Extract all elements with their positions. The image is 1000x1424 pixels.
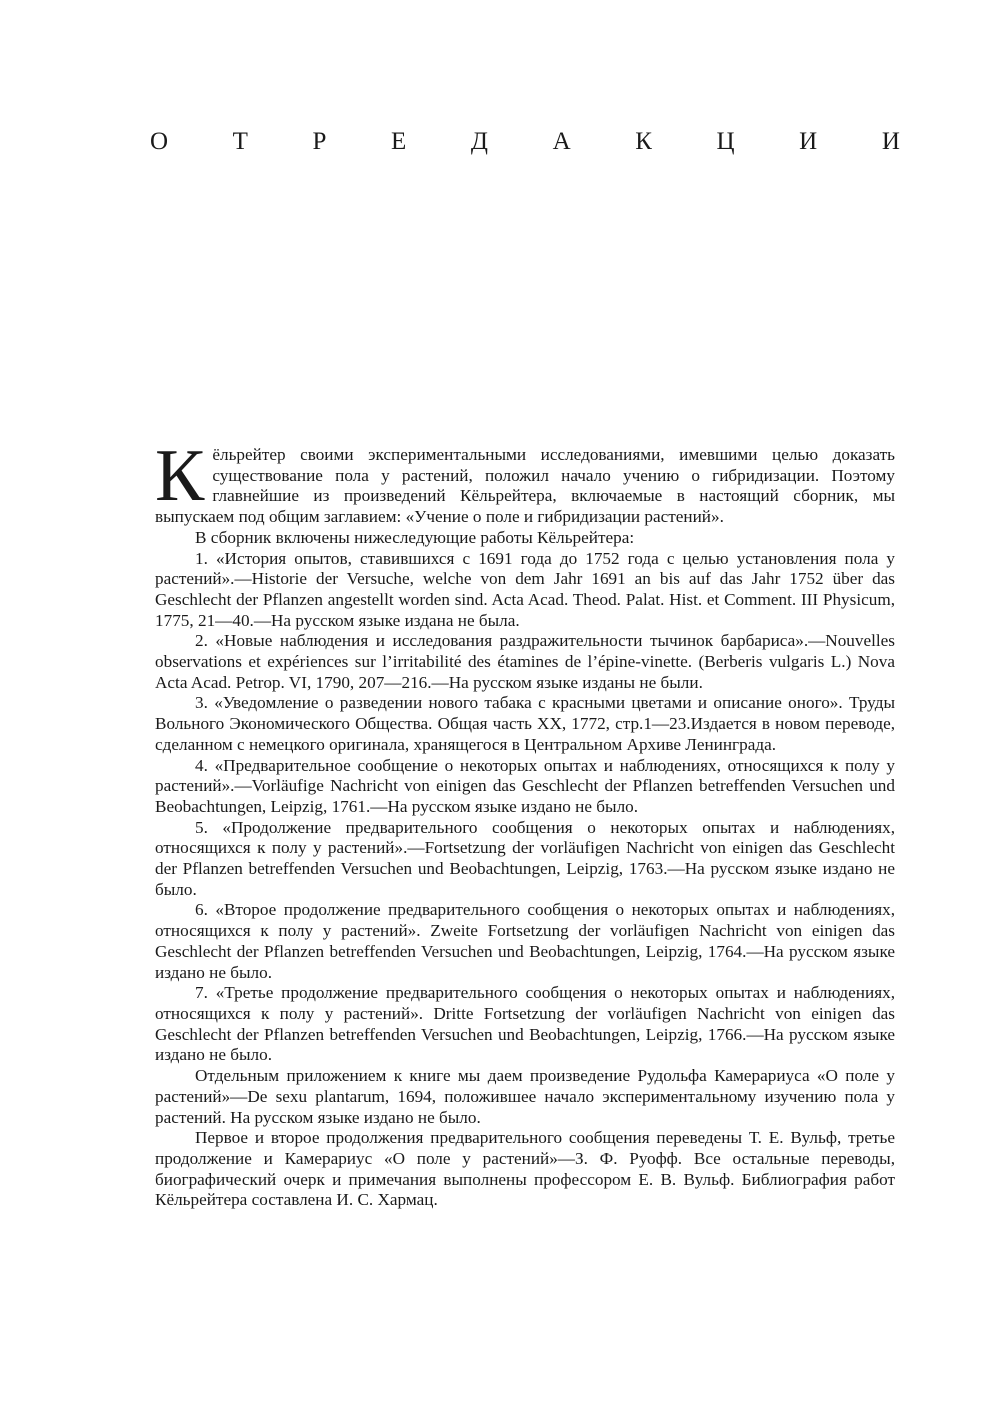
work-item-4: 4. «Предварительное сообщение о некоторых опытах и наблюдениях, относящихся к полу у растений».—Vorläufige Nachricht von einigen das Geschlecht der Pflanzen betreffenden Versuchen und Beobachtungen, Leipzig, 1761.—На русском языке издано не было. [155,755,895,816]
intro-paragraph [155,435,895,528]
title-letter: Р [312,128,327,155]
title-letter: К [635,128,652,155]
work-item-7: 7. «Третье продолжение предварительного сообщения о некоторых опытах и наблюдениях, относящихся к полу у растений». Dritte Fortsetzung der vorläufigen Nachricht von einigen das Geschlecht der Pflanzen betreffenden Versuchen und Beobachtungen, Leipzig, 1766.—На русском языке издано не было. [155,983,895,1065]
work-item-1: 1. «История опытов, ставившихся с 1691 года до 1752 года с целью установления пола у растений».—Historie der Versuche, welche von dem Jahr 1691 an bis auf das Jahr 1752 über das Geschlecht der Pflanzen angestellt worden sind. Acta Acad. Theod. Palat. Hist. et Comment. III Physicum, 1775, 21—40.—На русском языке издана не была. [155,548,895,630]
title-letter: Д [470,128,488,155]
title-letter: Е [391,128,407,155]
title-letter: А [552,128,571,155]
intro-text: ёльрейтер своими экспериментальными исследованиями, имевшими целью доказать существование пола у растений, положил начало учению о гибридизации. Поэтому главнейшие из произведений Кёльрейтера, включаемые в настоящий сборник, мы выпускаем под общим заглавием: «Учение о поле и гибридизации растений». [155,445,895,527]
work-item-5: 5. «Продолжение предварительного сообщения о некоторых опытах и наблюдениях, относящихся к полу у растений».—Fortsetzung der vorläufigen Nachricht von einigen das Geschlecht der Pflanzen betreffenden Versuchen und Beobachtungen, Leipzig, 1763.—На русском языке издано не было. [155,817,895,899]
credits-paragraph: Первое и второе продолжения предварительного сообщения переведены Т. Е. Вульф, третье продолжение и Камерариус «О поле у растений»—З. Ф. Руофф. Все остальные переводы, биографический очерк и примечания выполнены профессором Е. В. Вульф. Библиография работ Кёльрейтера составлена И. С. Хармац. [155,1128,895,1210]
title-letter: И [799,128,818,155]
title-letter: И [881,128,900,155]
work-item-3: 3. «Уведомление о разведении нового табака с красными цветами и описание оного». Труды Вольного Экономического Общества. Общая часть XX, 1772, стр.1—23.Издается в новом переводе, сделанном с немецкого оригинала, хранящегося в Центральном Архиве Ленинграда. [155,693,895,754]
work-item-6: 6. «Второе продолжение предварительного сообщения о некоторых опытах и наблюдениях, относящихся к полу у растений». Zweite Fortsetzung der vorläufigen Nachricht von einigen das Geschlecht der Pflanzen betreffenden Versuchen und Beobachtungen, Leipzig, 1764.—На русском языке издано не было. [155,900,895,982]
drop-cap: К [155,435,205,517]
title-letter: Ц [716,128,735,155]
title-letter: О [150,128,169,155]
title-letter: Т [232,128,248,155]
body-text [155,435,895,1211]
contents-intro: В сборник включены нижеследующие работы Кёльрейтера: [195,527,635,547]
page-title [150,128,900,156]
appendix-paragraph: Отдельным приложением к книге мы даем произведение Рудольфа Камерариуса «О поле у растений»—De sexu plantarum, 1694, положившее начало экспериментальному изучению пола у растений. На русском языке издано не было. [155,1066,895,1127]
work-item-2: 2. «Новые наблюдения и исследования раздражительности тычинок барбариса».—Nouvelles observations et expériences sur l’irritabilité des étamines de l’épine-vinette. (Berberis vulgaris L.) Nova Acta Acad. Petrop. VI, 1790, 207—216.—На русском языке изданы не были. [155,631,895,692]
